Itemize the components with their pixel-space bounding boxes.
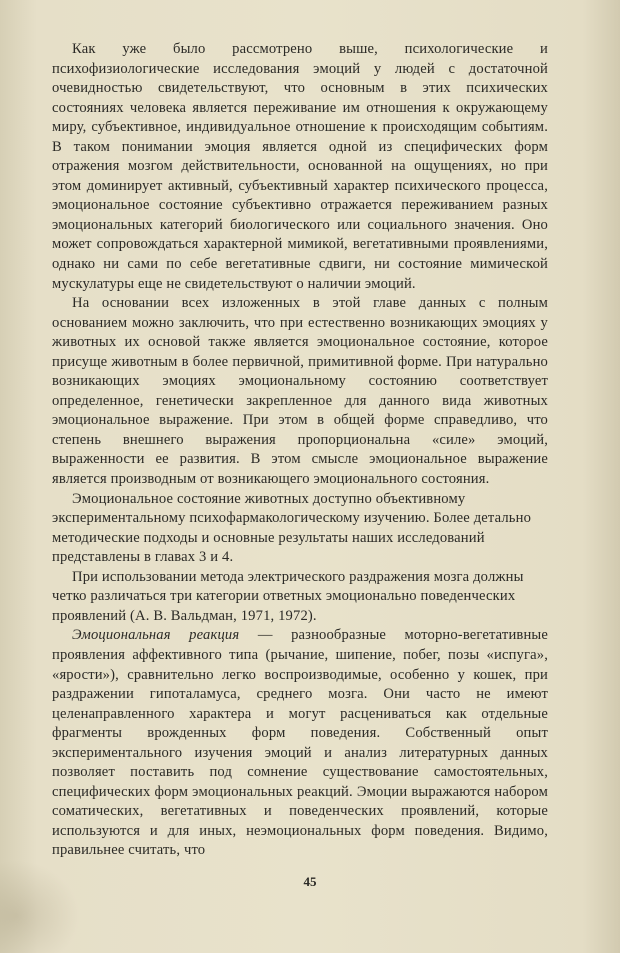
paragraph-1: Как уже было рассмотрено выше, психологические и психофизиологические исследования эмоций у людей с достаточной очевидностью свидетельствуют, что основным в этих психических состояниях человека является переживание им отношения к окружающему миру, субъективное, индивидуальное отношение к происходящим событиям. В таком понимании эмоция является одной из специфических форм отражения мозгом действительности, основанной на ощущениях, но при этом доминирует активный, субъективный характер психического процесса, эмоциональное состояние субъективно отражается переживанием разных эмоциональных категорий биологического или социального значения. Оно может сопровождаться характерной мимикой, вегетативными проявлениями, однако ни сами по себе вегетативные сдвиги, ни состояние мимической мускулатуры еще не свидетельствуют о наличии эмоций. <box>52 41 548 292</box>
paragraph-4: При использовании метода электрического раздражения мозга должны четко различаться три категории ответных эмоционально поведенческих проявлений (А. В. Вальдман, 1971, 1972). <box>52 568 524 624</box>
paragraph-3: Эмоциональное состояние животных доступно объективному экспериментальному психофармакологическому изучению. Более детально методические подходы и основные результаты наших исследований представлены в главах 3 и 4. <box>52 490 532 566</box>
term-emotional-reaction: Эмоциональная реакция <box>72 627 240 644</box>
page-number: 45 <box>303 874 317 889</box>
paragraph-5-text: — разнообразные моторно-вегетативные проявления аффективного типа (рычание, шипение, побег, позы «испуга», «ярости»), сравнительно легко воспроизводимые, особенно у кошек, при раздражении гипоталамуса, среднего мозга. Они часто не имеют целенаправленного характера и могут расцениваться как отдельные фрагменты врожденных форм поведения. Собственный опыт экспериментального изучения эмоций и анализ литературных данных позволяет поставить под сомнение существование самостоятельных, специфических форм эмоциональных реакций. Эмоции выражаются набором соматических, вегетативных и поведенческих проявлений, которые используются и для иных, неэмоциональных форм поведения. Видимо, правильнее считать, что <box>52 627 548 859</box>
paragraph-5 <box>52 626 548 861</box>
paragraph-2: На основании всех изложенных в этой главе данных с полным основанием можно заключить, что при естественно возникающих эмоциях у животных их основой также является эмоциональное состояние, которое присуще животным в более первичной, примитивной форме. При натурально возникающих эмоциях эмоциональному состоянию соответствует определенное, генетически закрепленное для данного вида животных эмоциональное выражение. При этом в общей форме справедливо, что степень внешнего выражения пропорциональна «силе» эмоций, выраженности ее развития. В этом смысле эмоциональное выражение является производным от возникающего эмоционального состояния. <box>52 295 548 488</box>
body-text <box>52 40 548 861</box>
